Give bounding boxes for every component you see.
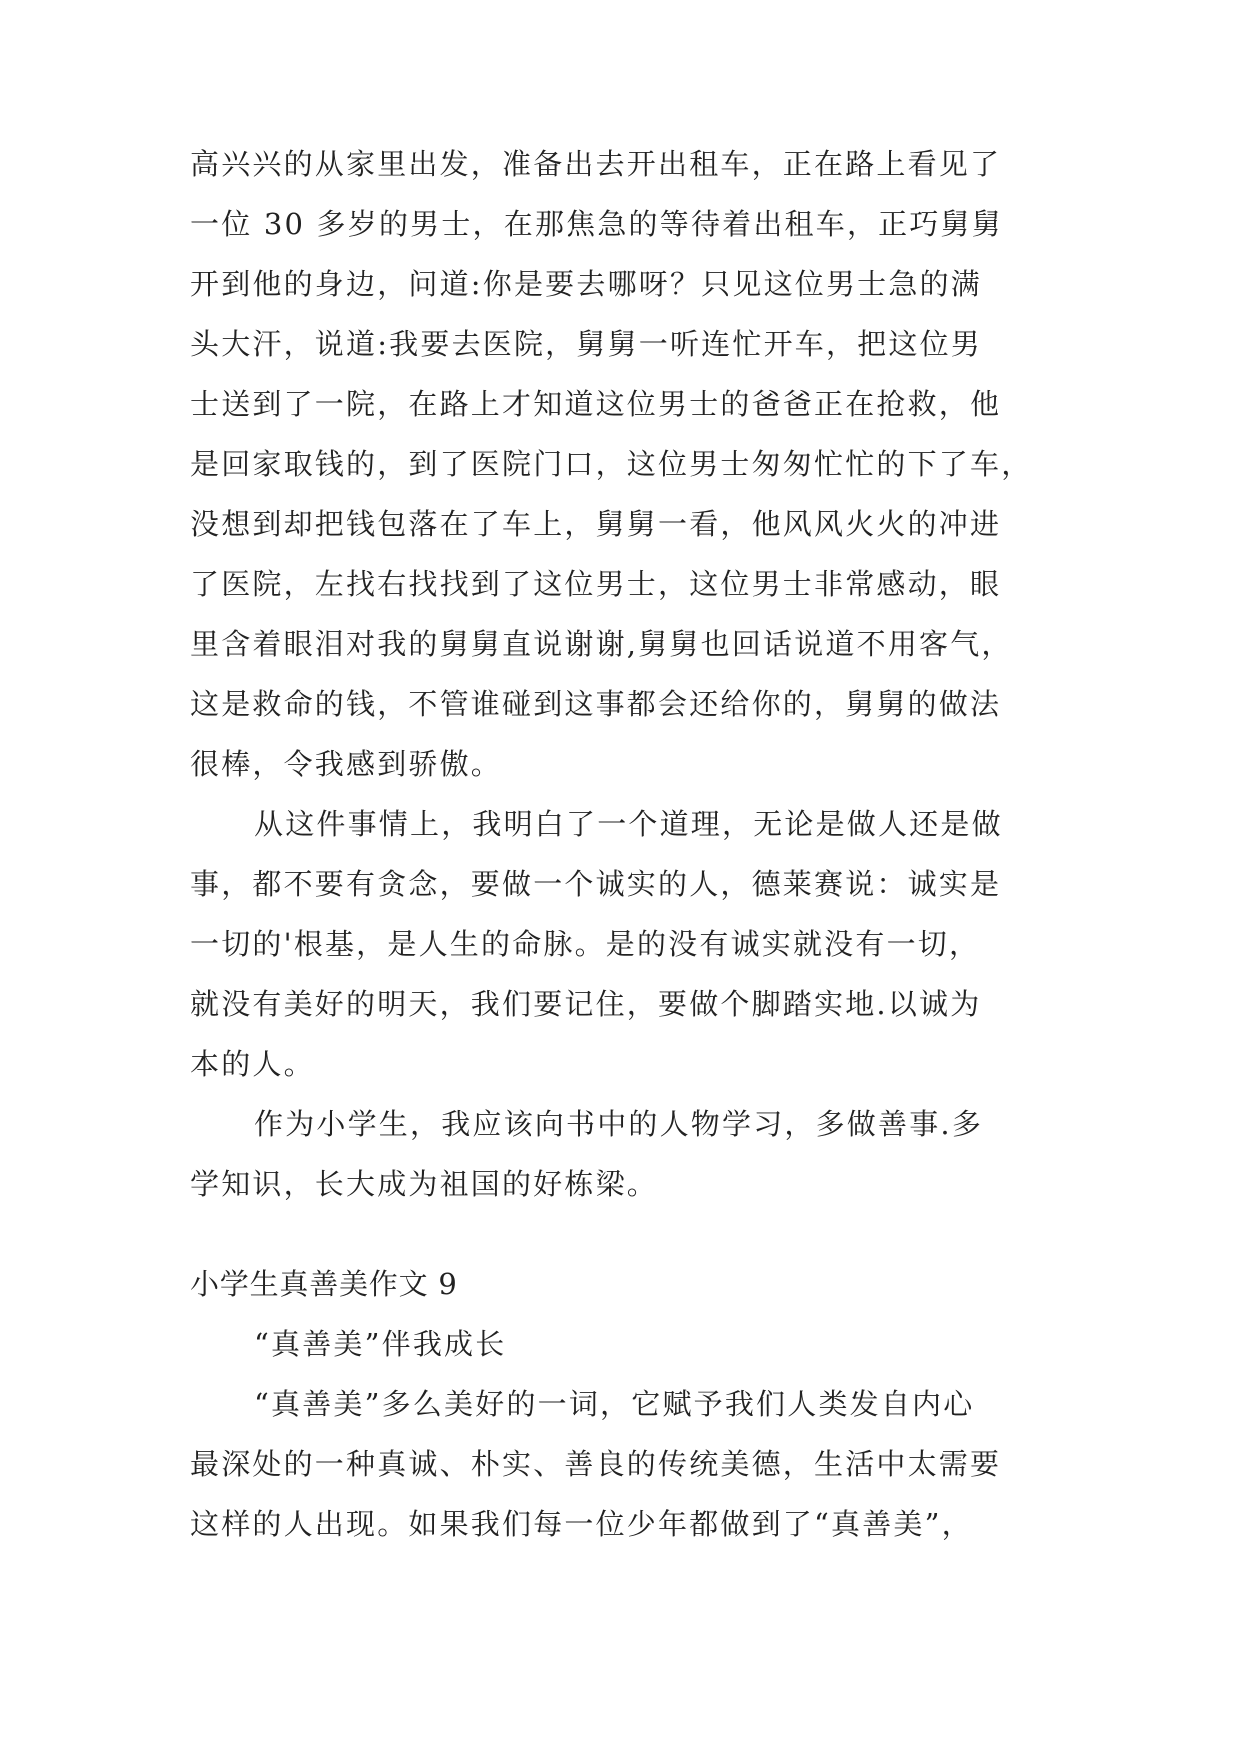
text-line: 就没有美好的明天，我们要记住，要做个脚踏实地.以诚为: [190, 987, 982, 1021]
text-line: 头大汗，说道:我要去医院，舅舅一听连忙开车，把这位男: [190, 327, 982, 361]
text-line: 学知识，长大成为祖国的好栋梁。: [190, 1167, 659, 1201]
text-line: 开到他的身边，问道:你是要去哪呀？只见这位男士急的满: [190, 267, 982, 301]
text-line: 里含着眼泪对我的舅舅直说谢谢,舅舅也回话说道不用客气，: [190, 627, 1013, 661]
text-line: 高兴兴的从家里出发，准备出去开出租车，正在路上看见了: [190, 147, 1002, 181]
text-line: 没想到却把钱包落在了车上，舅舅一看，他风风火火的冲进: [190, 507, 1002, 541]
text-line: 这是救命的钱，不管谁碰到这事都会还给你的，舅舅的做法: [190, 687, 1002, 721]
paragraph-first-line: 从这件事情上，我明白了一个道理，无论是做人还是做: [254, 807, 1003, 841]
text-line: 本的人。: [190, 1047, 315, 1081]
paragraph-first-line: 作为小学生，我应该向书中的人物学习，多做善事.多: [254, 1107, 984, 1141]
text-line: 了医院，左找右找找到了这位男士，这位男士非常感动，眼: [190, 567, 1002, 601]
text-line: 一位 30 多岁的男士，在那焦急的等待着出租车，正巧舅舅: [190, 207, 1003, 241]
essay-heading: 小学生真善美作文 9: [190, 1267, 458, 1301]
paragraph-first-line: “真善美”多么美好的一词，它赋予我们人类发自内心: [254, 1387, 975, 1421]
text-line: 是回家取钱的，到了医院门口，这位男士匆匆忙忙的下了车，: [190, 447, 1033, 481]
essay-title: “真善美”伴我成长: [254, 1327, 507, 1361]
text-line: 士送到了一院，在路上才知道这位男士的爸爸正在抢救，他: [190, 387, 1002, 421]
text-line: 很棒，令我感到骄傲。: [190, 747, 503, 781]
text-line: 这样的人出现。如果我们每一位少年都做到了“真善美”，: [190, 1507, 973, 1541]
text-line: 事，都不要有贪念，要做一个诚实的人，德莱赛说：诚实是: [190, 867, 1002, 901]
text-line: 最深处的一种真诚、朴实、善良的传统美德，生活中太需要: [190, 1447, 1002, 1481]
text-line: 一切的'根基，是人生的命脉。是的没有诚实就没有一切，: [190, 927, 981, 961]
